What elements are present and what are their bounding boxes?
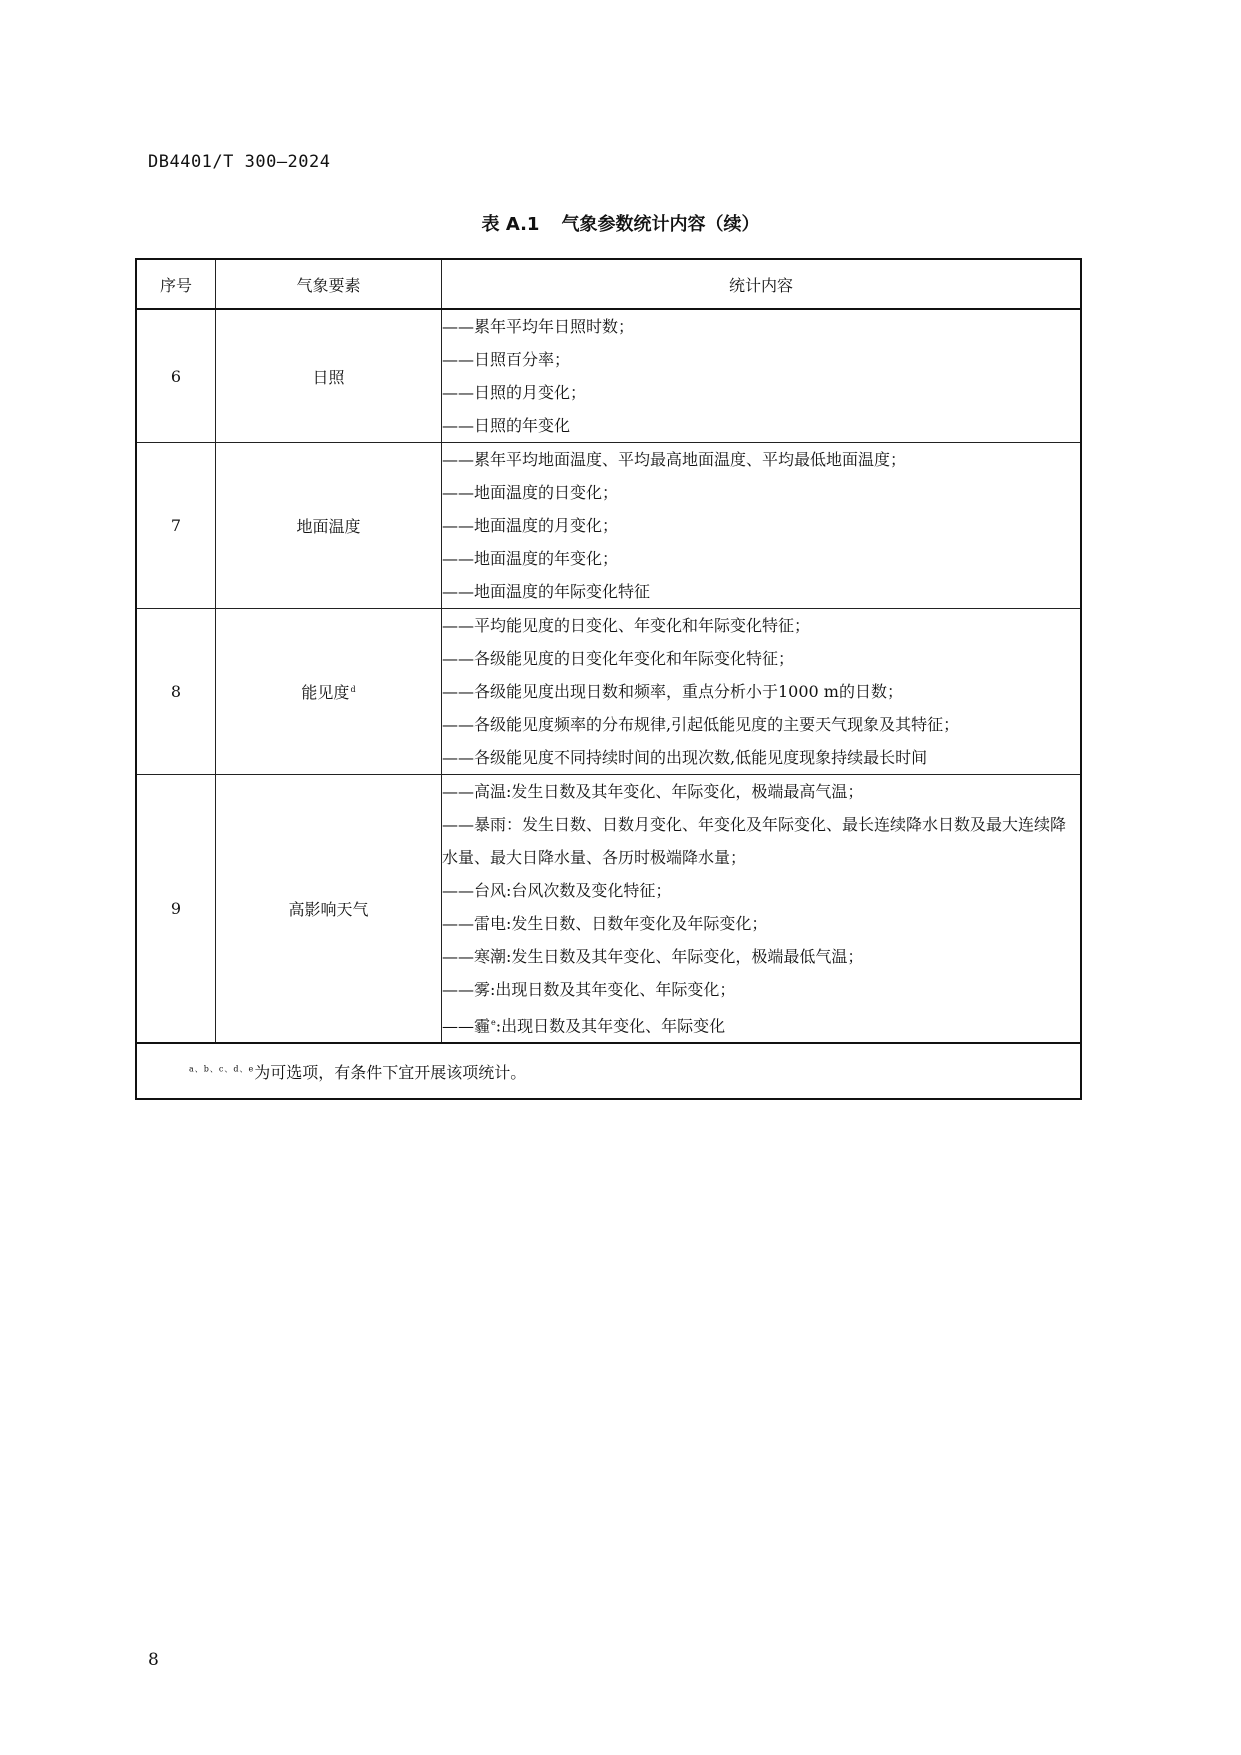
footnote-marker: d (350, 684, 356, 694)
table-row (136, 775, 1081, 1044)
content-item: ——雾:出现日数及其年变化、年际变化； (442, 980, 736, 999)
col-header-seq: 序号 (136, 259, 216, 309)
row-element: 高影响天气 (216, 775, 442, 1044)
table-row (136, 309, 1081, 443)
content-item: ——台风:台风次数及变化特征； (442, 881, 672, 900)
table-caption: 气象参数统计内容（续） (561, 214, 760, 235)
row-element (216, 609, 442, 775)
row-seq: 7 (136, 443, 216, 609)
footnote-marker: e (491, 1018, 496, 1027)
table-header-row (136, 259, 1081, 309)
row-content (442, 775, 1082, 1044)
content-item: ——地面温度的年变化； (442, 549, 619, 568)
content-item: ——日照的年变化 (442, 416, 571, 435)
content-item: ——雷电:发生日数、日数年变化及年际变化； (442, 914, 768, 933)
content-item: ——地面温度的年际变化特征 (442, 582, 651, 601)
content-item: ——累年平均年日照时数； (442, 317, 635, 336)
col-header-content: 统计内容 (442, 259, 1082, 309)
content-item-tail: :出现日数及其年变化、年际变化 (495, 1016, 726, 1036)
row-content (442, 309, 1082, 443)
table-footnote (136, 1043, 1081, 1099)
footnote-text: 为可选项，有条件下宜开展该项统计。 (254, 1062, 527, 1082)
row-content (442, 443, 1082, 609)
row-seq: 8 (136, 609, 216, 775)
row-seq: 6 (136, 309, 216, 443)
table-row (136, 443, 1081, 609)
col-header-element: 气象要素 (216, 259, 442, 309)
content-item: ——平均能见度的日变化、年变化和年际变化特征； (442, 616, 811, 635)
content-item: ——日照百分率； (442, 350, 571, 369)
row-seq: 9 (136, 775, 216, 1044)
content-item: ——寒潮:发生日数及其年变化、年际变化，极端最低气温； (442, 947, 864, 966)
content-item: ——地面温度的日变化； (442, 483, 619, 502)
content-item: ——暴雨：发生日数、日数月变化、年变化及年际变化、最长连续降水日数及最大连续降水量、最大日降水量、各历时极端降水量； (442, 815, 1067, 867)
meteorological-stats-table (135, 258, 1082, 1100)
content-item: ——各级能见度频率的分布规律,引起低能见度的主要天气现象及其特征； (442, 715, 960, 734)
table-footnote-row (136, 1043, 1081, 1099)
content-item: ——各级能见度的日变化年变化和年际变化特征； (442, 649, 795, 668)
content-item: ——高温:发生日数及其年变化、年际变化，极端最高气温； (442, 782, 864, 801)
content-item: ——累年平均地面温度、平均最高地面温度、平均最低地面温度； (442, 450, 907, 469)
content-item: ——各级能见度出现日数和频率，重点分析小于1000 m的日数； (442, 682, 903, 701)
table-number: 表 A.1 (481, 214, 540, 235)
content-item: ——地面温度的月变化； (442, 516, 619, 535)
element-label: 能见度 (301, 683, 350, 702)
row-content (442, 609, 1082, 775)
table-title (0, 210, 1241, 236)
document-code: DB4401/T 300—2024 (148, 152, 331, 172)
footnote-letters: a、b、c、d、e (189, 1064, 255, 1074)
row-element: 地面温度 (216, 443, 442, 609)
row-element: 日照 (216, 309, 442, 443)
content-item: ——日照的月变化； (442, 383, 587, 402)
table-row (136, 609, 1081, 775)
page-number: 8 (148, 1650, 159, 1670)
content-item: ——各级能见度不同持续时间的出现次数,低能见度现象持续最长时间 (442, 748, 928, 767)
content-item-lead: ——霾 (442, 1016, 491, 1036)
content-item (442, 1006, 1080, 1042)
